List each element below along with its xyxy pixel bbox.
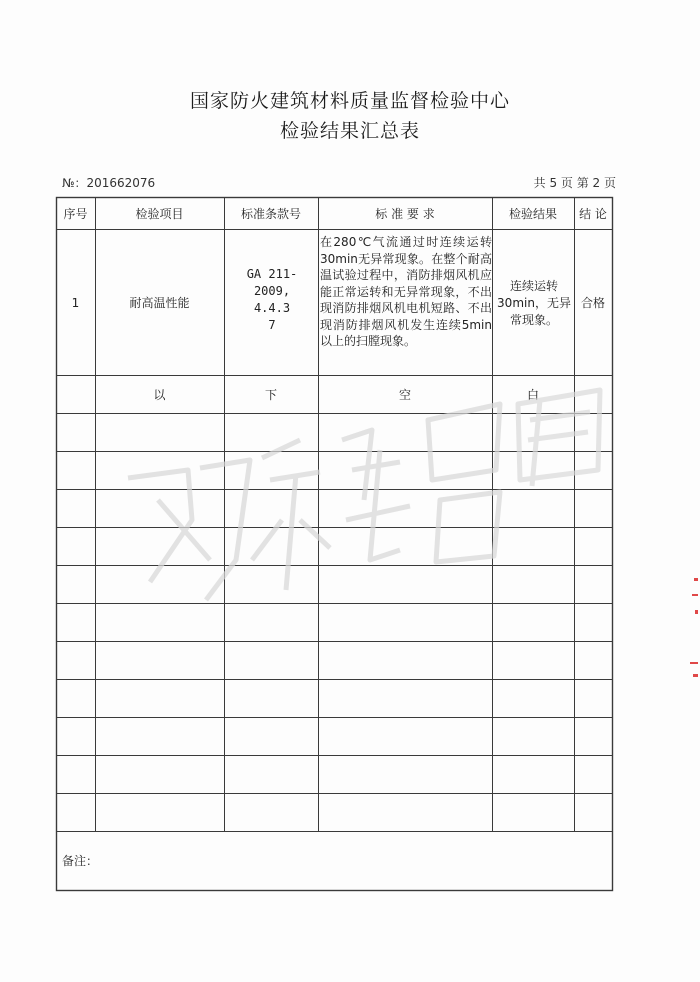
row-number: 1 [71,295,80,310]
standard-clause-line: 7 [268,318,276,332]
document-number: №：201662076 [62,176,156,190]
blank-marker-char: 白 [526,388,539,402]
header-cell-no: 序号 [63,207,88,221]
standard-clause-line: GA 211- [246,267,298,281]
standard-clause-line: 2009, [253,284,291,298]
header-cell-standard: 标准条款号 [240,207,301,221]
page-indicator: 共 5 页 第 2 页 [533,176,616,190]
report-subtitle: 检验结果汇总表 [279,120,420,142]
header-cell-requirement: 标 准 要 求 [375,207,435,221]
header-cell-conclusion: 结 论 [579,207,607,221]
header-cell-result: 检验结果 [508,207,557,221]
conclusion: 合格 [580,296,605,310]
blank-marker-char: 空 [398,388,411,402]
header-cell-item: 检验项目 [135,207,184,221]
blank-marker-char: 下 [264,388,277,402]
red-edge-mark [680,570,700,710]
remarks-label: 备注： [62,854,99,868]
test-result: 连续运转30min，无异常现象。 [497,279,571,327]
standard-requirement: 在280℃气流通过时连续运转30min无异常现象。在整个耐高温试验过程中，消防排烟风机应能正常运转和无异常现象，不出现消防排烟风机电机短路、不出现消防排烟风机发生连续5min以上的扫膛现象。 [320,235,492,348]
test-item: 耐高温性能 [129,296,190,310]
report-title: 国家防火建筑材料质量监督检验中心 [189,90,510,112]
blank-marker-char: 以 [153,388,166,402]
standard-clause-line: 4.4.3 [253,301,291,315]
